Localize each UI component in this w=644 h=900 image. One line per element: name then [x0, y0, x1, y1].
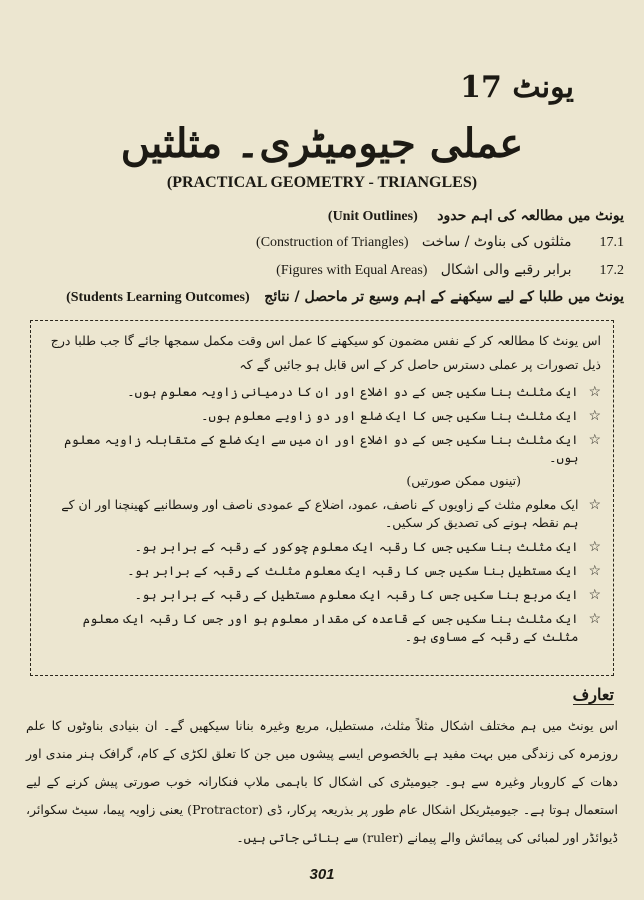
outline-item-number: 17.1 — [599, 235, 624, 250]
unit-outlines-heading-english: (Unit Outlines) — [327, 209, 418, 224]
outline-item-number: 17.2 — [599, 263, 624, 278]
outline-item-urdu: مثلثوں کی بناوٹ / ساخت — [421, 234, 572, 250]
learning-outcomes-heading-urdu: یونٹ میں طلبا کے لیے سیکھنے کے اہم وسیع تر ماحصل / نتائج — [264, 289, 624, 305]
introduction-heading: تعارف — [572, 685, 614, 704]
unit-label: یونٹ 17 — [460, 70, 574, 105]
outcome-text: ایک مثلث بنا سکیں جس کا ایک ضلع اور دو زاویے معلوم ہوں۔ — [201, 408, 579, 423]
outcome-item — [43, 431, 601, 467]
outcome-text: ایک مستطیل بنا سکیں جس کا رقبہ ایک معلوم مثلث کے رقبہ کے برابر ہو۔ — [127, 563, 579, 578]
outcomes-intro: اس یونٹ کا مطالعہ کر کے نفس مضمون کو سیکھنے کا عمل اس وقت مکمل سمجھا جائے گا جب طلبا درج ذیل تصورات پر عملی دسترس حاصل کر کے اس قابل ہو جائیں گے کہ — [50, 333, 601, 372]
urdu-title: عملی جیومیٹری۔ مثلثیں — [120, 120, 524, 167]
outcome-text: ایک مثلث بنا سکیں جس کے دو اضلاع اور ان کا درمیانی زاویہ معلوم ہوں۔ — [127, 384, 579, 399]
unit-outlines-heading — [328, 208, 624, 225]
star-bullet-icon: ☆ — [588, 384, 601, 400]
outcome-item — [43, 562, 601, 580]
outline-item — [276, 262, 624, 279]
outcome-text: ایک مثلث بنا سکیں جس کے قاعدہ کی مقدار معلوم ہو اور جس کا رقبہ ایک معلوم مثلث کے رقبہ کے مساوی ہو۔ — [82, 611, 579, 644]
unit-outlines-heading-urdu: یونٹ میں مطالعہ کی اہم حدود — [437, 208, 624, 224]
learning-outcomes-box — [30, 320, 614, 676]
outcome-text: ایک مثلث بنا سکیں جس کے دو اضلاع اور ان میں سے ایک ضلع کے متقابلہ زاویہ معلوم ہوں۔ — [64, 432, 579, 465]
outcome-item — [43, 586, 601, 604]
star-bullet-icon: ☆ — [588, 611, 601, 627]
outcome-text: ایک مثلث بنا سکیں جس کا رقبہ ایک معلوم چوکور کے رقبہ کے برابر ہو۔ — [134, 539, 579, 554]
star-bullet-icon: ☆ — [588, 563, 601, 579]
outcome-text: ایک مربع بنا سکیں جس کا رقبہ ایک معلوم مستطیل کے رقبہ کے برابر ہو۔ — [134, 587, 579, 602]
outcome-item — [43, 383, 601, 401]
outcome-note: (تینوں ممکن صورتیں) — [406, 473, 521, 488]
star-bullet-icon: ☆ — [588, 587, 601, 603]
outline-item — [256, 234, 624, 251]
star-bullet-icon: ☆ — [588, 539, 601, 555]
star-bullet-icon: ☆ — [588, 497, 601, 513]
outcome-item — [43, 496, 601, 532]
learning-outcomes-heading — [66, 289, 624, 306]
star-bullet-icon: ☆ — [588, 432, 601, 448]
outcome-item — [43, 407, 601, 425]
outline-item-english: (Figures with Equal Areas) — [276, 263, 428, 278]
outcome-text: ایک معلوم مثلث کے زاویوں کے ناصف، عمود، اضلاع کے عمودی ناصف اور وسطانیے کھینچنا اور ان کے ہم نقطہ ہونے کی تصدیق کر سکیں۔ — [61, 497, 579, 530]
outline-item-english: (Construction of Triangles) — [256, 235, 409, 250]
introduction-paragraph: اس یونٹ میں ہم مختلف اشکال مثلاً مثلث، مستطیل، مربع وغیرہ بنانا سیکھیں گے۔ ان بنیادی بناوٹوں کا علم روزمرہ کی زندگی میں بہت مفید ہے بالخصوص ایسے پیشوں میں جن کا تعلق لکڑی کے کام، گرافک ہنر مندی اور دھات کے کاروبار وغیرہ سے ہو۔ جیومیٹری کی اشکال کا باہمی ملاپ فنکارانہ خوب صورتی پیش کرنے کے لیے استعمال ہوتا ہے۔ جیومیٹریکل اشکال عام طور پر بذریعہ پرکار، ڈی (Protractor) یعنی زاویہ پیما، سیٹ سکوائر، ڈیوائڈر اور لمبائی کی پیمائش والے پیمانے (ruler) سے بنائی جاتی ہیں۔ — [26, 718, 619, 845]
outcome-item — [43, 538, 601, 556]
outline-item-urdu: برابر رقبے والی اشکال — [440, 262, 572, 278]
english-title: (PRACTICAL GEOMETRY - TRIANGLES) — [166, 174, 478, 191]
page-number: 301 — [309, 866, 335, 883]
outcome-item — [43, 610, 601, 646]
star-bullet-icon: ☆ — [588, 408, 601, 424]
learning-outcomes-heading-english: (Students Learning Outcomes) — [66, 290, 250, 305]
